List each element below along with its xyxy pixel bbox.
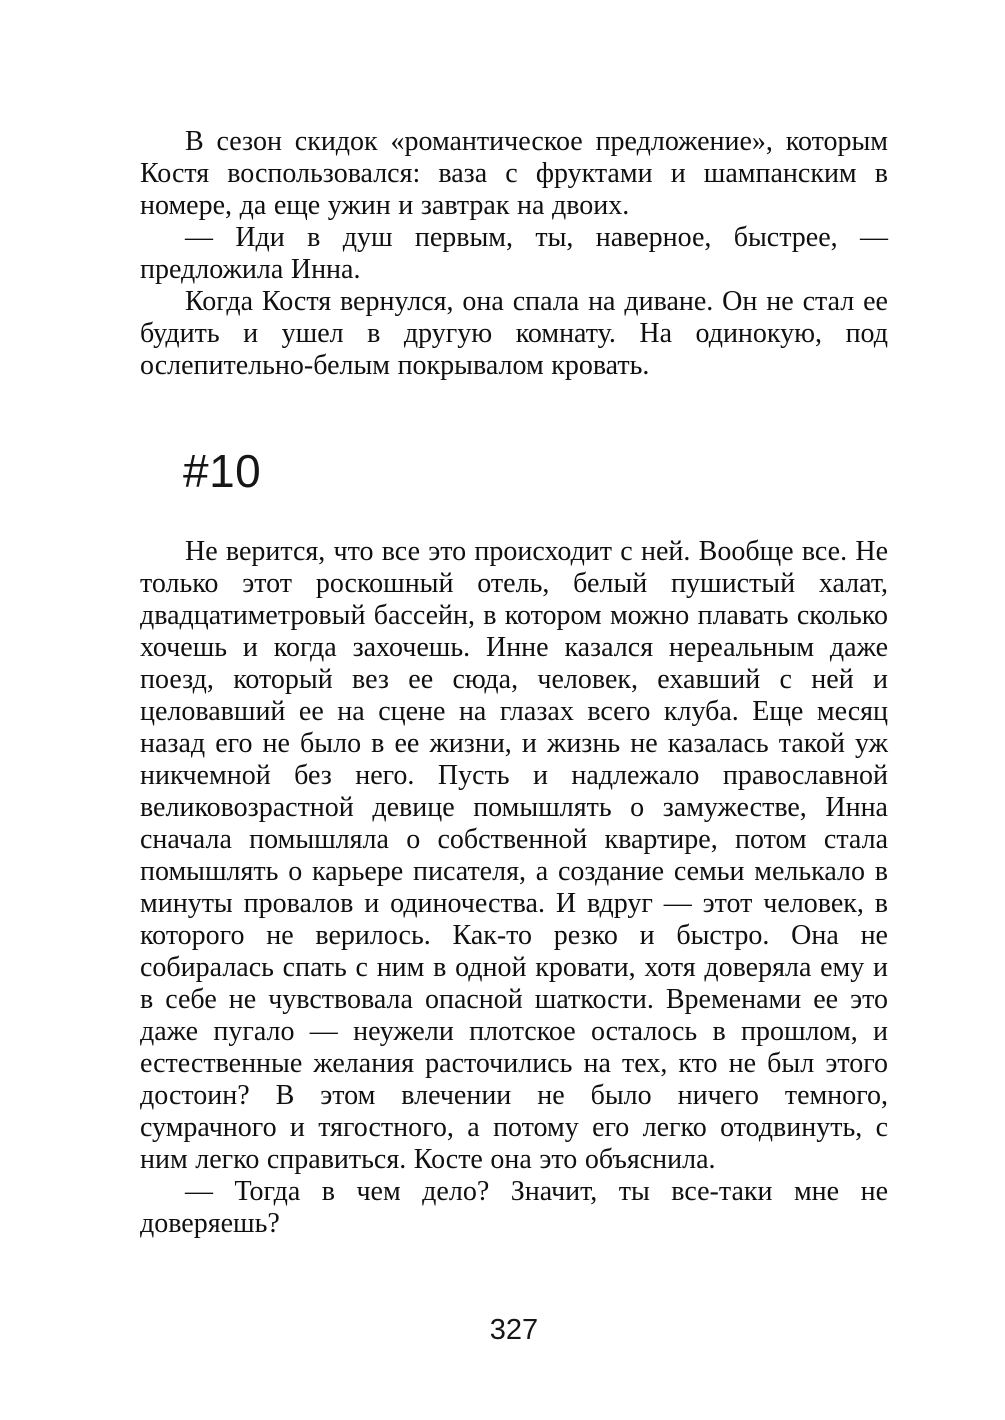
paragraph: Не верится, что все это происходит с ней. Вообще все. Не только этот роскошный отель, белый пушистый халат, двадцатиметровый бассейн, в котором можно плавать сколько хочешь и когда захочешь. Инне казался нереальным даже поезд, который вез ее сюда, человек, ехавший с ней и целовавший ее на сцене на глазах всего клуба. Еще месяц назад его не было в ее жизни, и жизнь не казалась такой уж никчемной без него. Пусть и надлежало православной великовозрастной девице помышлять о замужестве, Инна сначала помышляла о собственной квартире, потом стала помышлять о карьере писателя, а создание семьи мелькало в минуты провалов и одиночества. И вдруг — этот человек, в которого не верилось. Как-то резко и быстро. Она не собиралась спать с ним в одной кровати, хотя доверяла ему и в себе не чувствовала опасной шаткости. Временами ее это даже пугало — неужели плотское осталось в прошлом, и естественные желания расточились на тех, кто не был этого достоин? В этом влечении не было ничего темного, сумрачного и тягостного, а потому его легко отодвинуть, с ним легко справиться. Косте она это объяснила. [140, 536, 888, 1175]
paragraph-dialogue: — Тогда в чем дело? Значит, ты все-таки мне не доверяешь? [140, 1176, 888, 1239]
page-number: 327 [489, 1314, 539, 1346]
paragraph: Когда Костя вернулся, она спала на диване. Он не стал ее будить и ушел в другую комнату. На одинокую, под ослепительно-белым покрывалом кровать. [140, 286, 888, 381]
paragraph: В сезон скидок «романтическое предложение», которым Костя воспользовался: ваза с фруктами и шампанским в номере, да еще ужин и завтрак на двоих. [140, 126, 888, 221]
section-chapter-10 [140, 536, 888, 1240]
section-chapter-end [140, 126, 888, 382]
paragraph-dialogue: — Иди в душ первым, ты, наверное, быстрее, — предложила Инна. [140, 222, 888, 285]
chapter-heading: #10 [183, 445, 262, 497]
